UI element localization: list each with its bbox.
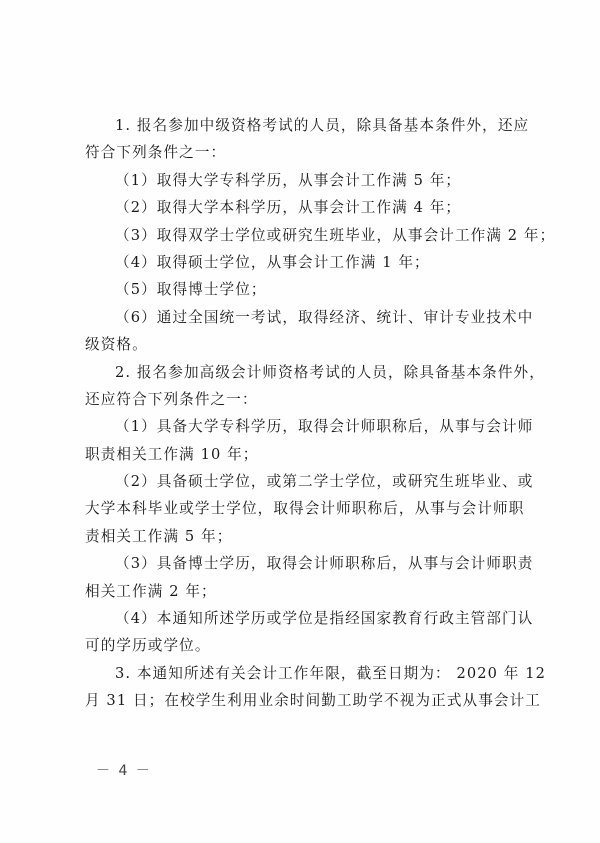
text-line: （3）取得双学士学位或研究生班毕业，从事会计工作满 2 年； xyxy=(115,226,556,244)
text-line: 3. 本通知所述有关会计工作年限，截至日期为： 2020 年 12 xyxy=(115,664,546,682)
text-line: 责相关工作满 5 年； xyxy=(85,527,233,545)
body-text xyxy=(85,112,556,715)
text-line: （4）本通知所述学历或学位是指经国家教育行政主管部门认 xyxy=(115,610,534,628)
text-line: 1. 报名参加中级资格考试的人员，除具备基本条件外，还应 xyxy=(115,117,530,134)
text-line: （6）通过全国统一考试，取得经济、统计、审计专业技术中 xyxy=(115,308,534,326)
page-number: － 4 － xyxy=(96,763,152,779)
text-line: （1）具备大学专科学历，取得会计师职称后，从事与会计师 xyxy=(115,418,534,436)
text-line: 级资格。 xyxy=(85,336,148,354)
text-line: （3）具备博士学历，取得会计师职称后，从事与会计师职责 xyxy=(115,555,534,573)
text-line: （4）取得硕士学位，从事会计工作满 1 年； xyxy=(115,253,430,271)
text-line: 相关工作满 2 年； xyxy=(85,582,217,600)
text-line: 还应符合下列条件之一： xyxy=(85,390,258,408)
text-line: 职责相关工作满 10 年； xyxy=(85,445,259,463)
text-line: （2）具备硕士学位，或第二学士学位，或研究生班毕业、或 xyxy=(115,473,534,491)
text-line: 大学本科毕业或学士学位，取得会计师职称后，从事与会计师职 xyxy=(85,500,525,518)
text-line: 2. 报名参加高级会计师资格考试的人员，除具备基本条件外， xyxy=(115,363,545,381)
text-line: 月 31 日；在校学生利用业余时间勤工助学不视为正式从事会计工 xyxy=(85,692,541,710)
text-line: （1）取得大学专科学历，从事会计工作满 5 年； xyxy=(115,171,462,189)
text-line: 可的学历或学位。 xyxy=(85,637,211,655)
text-line: （5）取得博士学位； xyxy=(115,281,267,299)
text-line: （2）取得大学本科学历，从事会计工作满 4 年； xyxy=(115,199,462,217)
text-line: 符合下列条件之一： xyxy=(85,144,227,162)
